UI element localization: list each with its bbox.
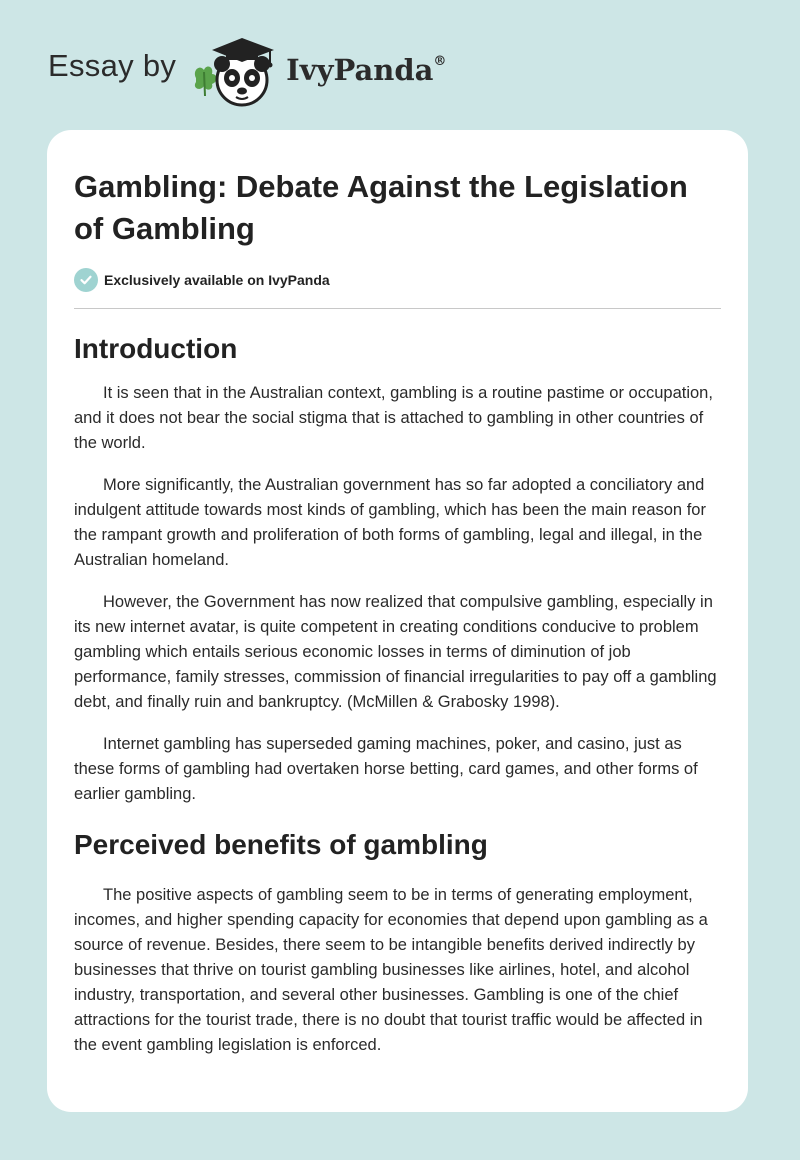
brand-label[interactable]: IvyPanda xyxy=(286,53,434,87)
section-heading-introduction: Introduction xyxy=(74,333,238,364)
article-title: Gambling: Debate Against the Legislation of Gambling xyxy=(74,169,688,246)
divider xyxy=(74,308,721,309)
exclusive-badge-label: Exclusively available on IvyPanda xyxy=(104,272,330,288)
panda-graduation-cap-logo-icon[interactable] xyxy=(190,34,282,110)
site-header xyxy=(48,34,548,110)
paragraph: It is seen that in the Australian context, gambling is a routine pastime or occupation, and it does not bear the social stigma that is attached to gambling in other countries of the world. xyxy=(74,384,713,452)
paragraph: However, the Government has now realized that compulsive gambling, especially in its new internet avatar, is quite competent in creating conditions conducive to problem gambling which entails serious economic losses in terms of diminution of job performance, family stresses, commission of financial irregularities to pay off a gambling debt, and finally ruin and bankruptcy. (McMillen & Grabosky 1998). xyxy=(74,593,717,711)
check-icon xyxy=(74,268,98,292)
article-card xyxy=(47,130,748,1112)
paragraph: More significantly, the Australian government has so far adopted a conciliatory and indulgent attitude towards most kinds of gambling, which has been the main reason for the rampant growth and proliferation of both forms of gambling, legal and illegal, in the Australian homeland. xyxy=(74,476,706,569)
paragraph: The positive aspects of gambling seem to be in terms of generating employment, incomes, and higher spending capacity for economies that depend upon gambling as a source of revenue. Besides, there seem to be intangible benefits derived indirectly by businesses that thrive on tourist gambling businesses like airlines, hotel, and alcohol industry, transportation, and several other businesses. Gambling is one of the chief attractions for the tourist trade, there is no doubt that tourist traffic would be affected in the event gambling legislation is enforced. xyxy=(74,886,708,1054)
exclusive-badge xyxy=(74,268,721,292)
registered-mark: ® xyxy=(433,54,447,70)
paragraph: Internet gambling has superseded gaming machines, poker, and casino, just as these forms of gambling had overtaken horse betting, card games, and other forms of earlier gambling. xyxy=(74,735,698,803)
essay-by-label: Essay by xyxy=(48,48,177,83)
brand-name[interactable] xyxy=(286,53,446,87)
section-heading-perceived-benefits: Perceived benefits of gambling xyxy=(74,829,488,860)
